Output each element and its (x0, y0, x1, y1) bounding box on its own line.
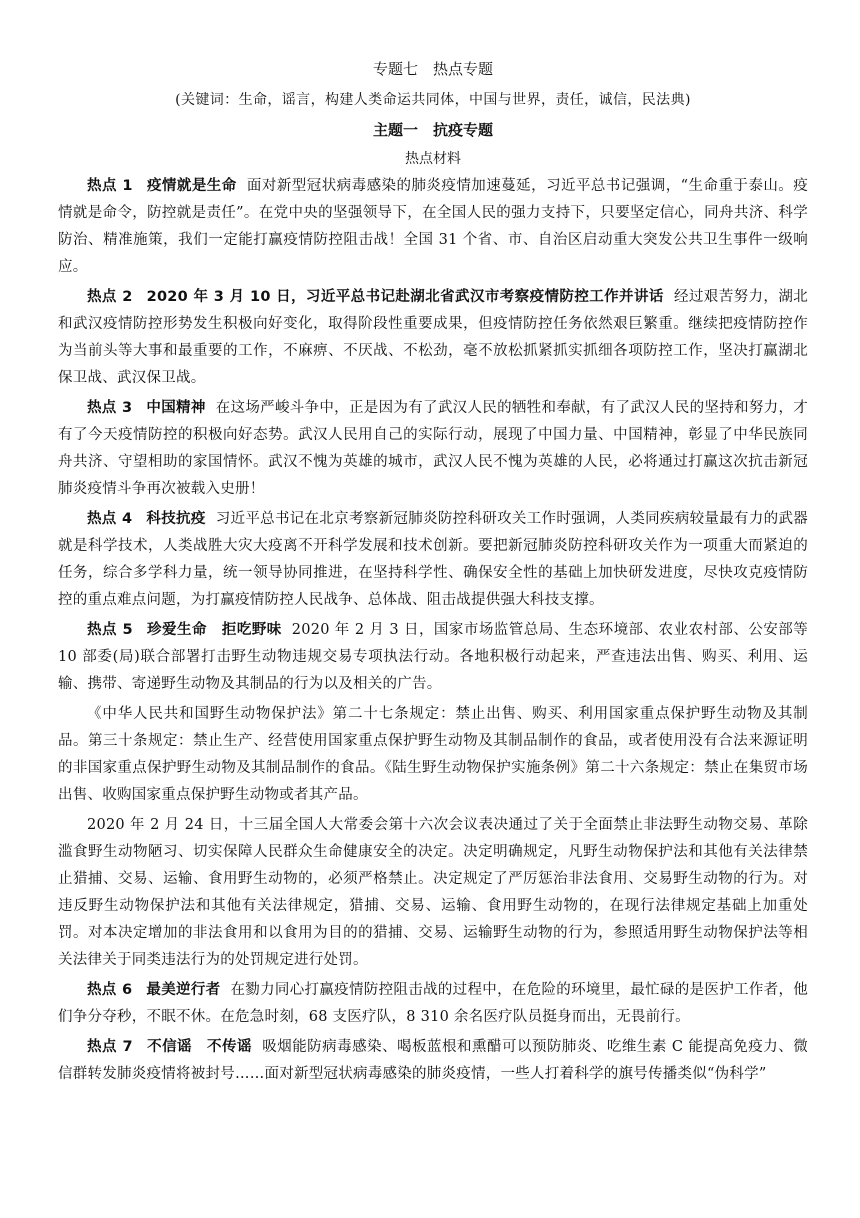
paragraph-hotspot-5 (58, 617, 808, 698)
theme-heading: 主题一 抗疫专题 (372, 121, 493, 139)
paragraph-text: 习近平总书记在北京考察新冠肺炎防控科研攻关工作时强调，人类同疾病较量最有力的武器就是科学技术，人类战胜大灾大疫离不开科学发展和技术创新。要把新冠肺炎防控科研攻关作为一项重大而紧迫的任务，综合多学科力量，统一领导协同推进，在坚持科学性、确保安全性的基础上加快研发进度，尽快攻克疫情防控的重点难点问题，为打赢疫情防控人民战争、总体战、阻击战提供强大科技支撑。 (58, 511, 809, 608)
hotspot-label: 热点 6 (87, 982, 133, 998)
paragraph-hotspot-6 (58, 977, 808, 1031)
paragraph-text: 在勠力同心打赢疫情防控阻击战的过程中，在危险的环境里，最忙碌的是医护工作者，他们争分夺秒，不眠不休。在危急时刻，68 支医疗队，8 310 余名医疗队员挺身而出，无畏前行。 (58, 982, 809, 1025)
paragraph-hotspot-4 (58, 506, 808, 614)
paragraph-text: 2020 年 2 月 24 日，十三届全国人大常委会第十六次会议表决通过了关于全面禁止非法野生动物交易、革除滥食野生动物陋习、切实保障人民群众生命健康安全的决定。决定明确规定，凡野生动物保护法和其他有关法律禁止猎捕、交易、运输、食用野生动物的，必须严格禁止。决定规定了严厉惩治非法食用、交易野生动物的行为。对违反野生动物保护法和其他有关法律规定，猎捕、交易、运输、食用野生动物的，在现行法律规定基础上加重处罚。对本决定增加的非法食用和以食用为目的的猎捕、交易、运输野生动物的行为，参照适用野生动物保护法等相关法律关于同类违法行为的处罚规定进行处罚。 (58, 817, 808, 968)
paragraph-text: 经过艰苦努力，湖北和武汉疫情防控形势发生积极向好变化，取得阶段性重要成果，但疫情防控任务依然艰巨繁重。继续把疫情防控作为当前头等大事和最重要的工作，不麻痹、不厌战、不松劲，毫不放松抓紧抓实抓细各项防控工作，坚决打赢湖北保卫战、武汉保卫战。 (58, 289, 808, 386)
paragraph-text: 面对新型冠状病毒感染的肺炎疫情加速蔓延，习近平总书记强调，“生命重于泰山。疫情就是命令，防控就是责任”。在党中央的坚强领导下，在全国人民的强力支持下，只要坚定信心，同舟共济、科学防治、精准施策，我们一定能打赢疫情防控阻击战！全国 31 个省、市、自治区启动重大突发公共卫生事件一级响应。 (58, 178, 808, 275)
paragraph-wildlife-law (58, 701, 808, 809)
paragraph-text: 2020 年 2 月 3 日，国家市场监管总局、生态环境部、农业农村部、公安部等 10 部委(局)联合部署打击野生动物违规交易专项执法行动。各地积极行动起来，严查违法出售、购买、利用、运输、携带、寄递野生动物及其制品的行为以及相关的广告。 (58, 622, 808, 692)
paragraph-hotspot-7 (58, 1034, 808, 1088)
document-title: 专题七 热点专题 (372, 60, 493, 78)
hotspot-label: 热点 3 (87, 400, 133, 416)
paragraph-text: 吸烟能防病毒感染、喝板蓝根和熏醋可以预防肺炎、吃维生素 C 能提高免疫力、微信群转发肺炎疫情将被封号……面对新型冠状病毒感染的肺炎疫情，一些人打着科学的旗号传播类似“伪科学” (58, 1039, 809, 1082)
paragraph-text: 在这场严峻斗争中，正是因为有了武汉人民的牺牲和奉献，有了武汉人民的坚持和努力，才有了今天疫情防控的积极向好态势。武汉人民用自己的实际行动，展现了中国力量、中国精神，彰显了中华民族同舟共济、守望相助的家国情怀。武汉不愧为英雄的城市，武汉人民不愧为英雄的人民，必将通过打赢这次抗击新冠肺炎疫情斗争再次被载入史册！ (58, 400, 809, 497)
hotspot-headline: 珍爱生命 拒吃野味 (146, 622, 282, 638)
hotspot-label: 热点 2 (87, 289, 133, 305)
hotspot-headline: 最美逆行者 (146, 982, 221, 998)
hotspot-label: 热点 4 (87, 511, 133, 527)
hotspot-headline: 科技抗疫 (146, 511, 206, 527)
paragraph-hotspot-1 (58, 173, 808, 281)
hotspot-headline: 不信谣 不传谣 (146, 1039, 252, 1055)
hotspot-headline: 中国精神 (146, 400, 206, 416)
hotspot-headline: 2020 年 3 月 10 日，习近平总书记赴湖北省武汉市考察疫情防控工作并讲话 (146, 289, 664, 305)
paragraph-list (58, 173, 808, 1088)
keywords-line: (关键词：生命，谣言，构建人类命运共同体，中国与世界，责任，诚信，民法典) (175, 92, 691, 108)
paragraph-hotspot-2 (58, 284, 808, 392)
paragraph-hotspot-3 (58, 395, 808, 503)
section-heading: 热点材料 (405, 151, 461, 167)
hotspot-label: 热点 1 (87, 178, 133, 194)
hotspot-label: 热点 5 (87, 622, 133, 638)
hotspot-headline: 疫情就是生命 (146, 178, 237, 194)
paragraph-npc-decision (58, 812, 808, 974)
hotspot-label: 热点 7 (87, 1039, 133, 1055)
paragraph-text: 《中华人民共和国野生动物保护法》第二十七条规定：禁止出售、购买、利用国家重点保护野生动物及其制品。第三十条规定：禁止生产、经营使用国家重点保护野生动物及其制品制作的食品，或者使用没有合法来源证明的非国家重点保护野生动物及其制品制作的食品。《陆生野生动物保护实施条例》第二十六条规定：禁止在集贸市场出售、收购国家重点保护野生动物或者其产品。 (58, 706, 808, 803)
